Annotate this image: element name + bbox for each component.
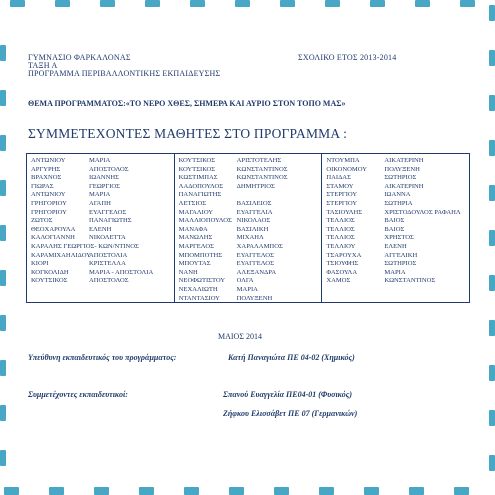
student-row [326, 183, 469, 192]
student-surname: ΖΩΤΟΣ [31, 217, 53, 225]
border-mark [0, 90, 6, 106]
border-mark [489, 50, 495, 66]
student-row [179, 277, 322, 286]
border-mark [489, 320, 495, 336]
student-row [326, 191, 469, 200]
border-mark [10, 0, 25, 7]
students-heading: ΣΥΜΜΕΤΕΧΟΝΤΕΣ ΜΑΘΗΤΕΣ ΣΤΟ ΠΡΟΓΡΑΜΜΑ : [28, 126, 348, 141]
student-row [179, 243, 322, 252]
student-surname: ΧΑΜΟΣ [326, 277, 351, 285]
student-firstname: ΔΗΜΗΤΡΙΟΣ [236, 182, 275, 190]
student-row [326, 252, 469, 261]
border-mark [489, 230, 495, 246]
student-row [179, 200, 322, 209]
border-mark [489, 185, 495, 201]
student-surname: ΚΩΣΤΙΜΠΑΣ [178, 174, 218, 182]
student-surname: ΜΠΟΥΤΑΣ [178, 260, 211, 268]
student-surname: ΣΤΑΜΟΥ [326, 182, 354, 190]
border-mark [319, 487, 334, 495]
document-date: ΜΑΙΟΣ 2014 [218, 332, 262, 341]
student-firstname: ΑΙΚΑΤΕΡΙΝΗ [384, 157, 424, 164]
student-surname: ΝΑΝΗ [178, 268, 198, 276]
student-row [326, 174, 469, 183]
student-surname: ΣΤΕΡΓΙΟΥ [326, 199, 358, 207]
student-row [31, 252, 174, 261]
student-firstname: ΠΑΝΑΓΙΩΤΗΣ [89, 217, 132, 225]
student-surname: ΜΑΛΛΙΟΠΟΥΛΟΣ [178, 217, 232, 225]
student-surname: ΝΤΑΝΤΑΣΙΟΥ [178, 294, 220, 302]
student-surname: ΚΑΡΑΜΙΧΑΗΛΙΔΟΥ [31, 251, 91, 259]
student-firstname: ΜΑΡΙΑ - ΑΠΟΣΤΟΛΙΑ [89, 268, 154, 276]
student-surname: ΓΙΩΡΑΣ [31, 182, 54, 190]
student-firstname: ΜΑΡΙΑ [89, 157, 111, 164]
student-firstname: ΑΓΑΠΗ [89, 199, 111, 207]
student-row [31, 191, 174, 200]
student-firstname: ΠΟΛΥΞΕΝΗ [384, 165, 420, 173]
student-row [326, 234, 469, 243]
student-firstname: ΚΡΙΣΤΕΛΛΑ [89, 260, 126, 268]
student-firstname: ΕΥΑΓΓΕΛΙΑ [236, 208, 273, 216]
student-row [179, 174, 322, 183]
student-surname: ΤΣΑΡΟΥΧΑ [326, 251, 362, 259]
student-row [31, 157, 174, 166]
student-row [31, 183, 174, 192]
student-firstname: ΚΩΝΣΤΑΝΤΙΝΟΣ [236, 165, 288, 173]
student-surname: ΜΠΟΜΠΟΤΗΣ [178, 251, 223, 259]
student-row [326, 200, 469, 209]
border-mark [489, 140, 495, 156]
student-firstname: ΒΑΙΟΣ [384, 225, 405, 233]
student-firstname: ΝΙΚΟΛΕΤΤΑ [89, 234, 126, 242]
student-firstname: ΚΩΝΣΤΑΝΤΙΝΟΣ [384, 277, 436, 285]
border-mark [0, 450, 6, 466]
student-row [179, 157, 322, 166]
border-mark [139, 487, 154, 495]
student-surname: ΠΑΝΑΓΙΩΤΗΣ [178, 191, 222, 199]
student-row [326, 277, 469, 286]
student-firstname: ΕΥΑΓΓΕΛΟΣ [89, 208, 127, 216]
student-firstname: ΚΩΝΣΤΑΝΤΙΝΟΣ [236, 174, 288, 182]
border-mark [489, 365, 495, 381]
teacher-2: Ζήφκου Ελισσάβετ ΠΕ 07 (Γερμανικών) [223, 409, 358, 418]
border-mark [0, 405, 6, 421]
border-mark [454, 487, 469, 495]
student-row [326, 217, 469, 226]
student-surname: ΠΑΙΔΑΣ [326, 174, 351, 182]
student-surname: ΘΕΟΧΑΡΟΥΛΑ [31, 225, 76, 233]
student-firstname: ΟΛΓΑ [236, 277, 254, 285]
student-surname: ΒΡΑΧΝΟΣ [31, 174, 62, 182]
student-firstname: ΧΑΡΑΛΑΜΠΟΣ [236, 242, 283, 250]
student-row [31, 260, 174, 269]
student-row [326, 166, 469, 175]
student-surname: ΚΟΥΤΣΙΚΟΣ [178, 165, 216, 173]
student-row [179, 217, 322, 226]
border-mark [0, 225, 6, 241]
program-name: ΠΡΟΓΡΑΜΜΑ ΠΕΡΙΒΑΛΛΟΝΤΙΚΗΣ ΕΚΠΑΙΔΕΥΣΗΣ [28, 69, 221, 78]
border-mark [4, 487, 19, 495]
student-row [31, 217, 174, 226]
students-table [26, 153, 470, 303]
student-row [179, 234, 322, 243]
student-surname: ΑΝΤΩΝΙΟΥ [31, 191, 66, 199]
border-mark [274, 487, 289, 495]
student-row [326, 243, 469, 252]
border-mark [460, 0, 475, 7]
students-column-1 [27, 154, 175, 302]
border-mark [184, 487, 199, 495]
border-mark [489, 5, 495, 21]
student-firstname: ΜΑΡΙΑ [236, 285, 258, 293]
students-column-3 [322, 154, 469, 302]
student-row [31, 269, 174, 278]
border-mark [94, 487, 109, 495]
student-firstname: ΝΙΚΟΛΑΟΣ [236, 217, 271, 225]
school-year: ΣΧΟΛΙΚΟ ΕΤΟΣ 2013-2014 [298, 53, 397, 62]
border-mark [100, 0, 115, 7]
class-name: ΤΑΞΗ Α [28, 61, 58, 70]
border-mark [229, 487, 244, 495]
program-theme: ΘΕΜΑ ΠΡΟΓΡΑΜΜΑΤΟΣ:«ΤΟ ΝΕΡΟ ΧΘΕΣ, ΣΗΜΕΡΑ ΚΑΙ ΑΥΡΙΟ ΣΤΟΝ ΤΟΠΟ ΜΑΣ» [28, 99, 346, 108]
student-firstname: ΒΑΙΟΣ [384, 217, 405, 225]
student-surname: ΤΕΛΛΙΟΣ [326, 217, 355, 225]
student-firstname: ΜΑΡΙΑ [89, 191, 111, 199]
teachers-label: Συμμετέχοντες εκπαιδευτικοί: [28, 390, 128, 399]
student-firstname: ΑΠΟΣΤΟΛΟΣ [89, 277, 129, 285]
student-surname: ΓΡΗΓΟΡΙΟΥ [31, 199, 67, 207]
student-row [326, 209, 469, 218]
border-mark [415, 0, 430, 7]
student-row [179, 209, 322, 218]
border-mark [364, 487, 379, 495]
border-mark [49, 487, 64, 495]
student-row [179, 260, 322, 269]
student-firstname: ΑΙΚΑΤΕΡΙΝΗ [384, 182, 424, 190]
student-row [179, 269, 322, 278]
border-mark [0, 360, 6, 376]
student-row [179, 286, 322, 295]
border-mark [235, 0, 250, 7]
student-surname: ΓΡΗΓΟΡΙΟΥ [31, 208, 67, 216]
border-mark [0, 315, 6, 331]
student-row [179, 252, 322, 261]
border-mark [489, 275, 495, 291]
student-row [326, 226, 469, 235]
student-surname: ΝΕΟΦΩΤΙΣΤΟΥ [178, 277, 226, 285]
border-mark [280, 0, 295, 7]
responsible-value: Κατή Παναγιώτα ΠΕ 04-02 (Χημικός) [228, 353, 355, 362]
student-firstname: ΕΛΕΝΗ [384, 242, 407, 250]
student-row [179, 191, 322, 200]
student-row [179, 295, 322, 304]
student-firstname: ΕΥΑΓΓΕΛΟΣ [236, 260, 274, 268]
student-row [31, 209, 174, 218]
student-row [179, 166, 322, 175]
student-surname: ΣΤΕΡΓΙΟΥ [326, 191, 358, 199]
students-column-2 [175, 154, 323, 302]
student-surname: ΤΕΛΛΙΟΥ [326, 242, 356, 250]
student-surname: ΜΑΝΩΛΗΣ [178, 234, 213, 242]
student-firstname: ΙΩΑΝΝΗΣ [89, 174, 119, 182]
student-firstname: ΣΩΤΗΡΙΑ [384, 199, 413, 207]
student-surname: ΝΕΧΑΛΙΩΤΗ [178, 285, 218, 293]
responsible-label: Υπεύθυνη εκπαιδευτικός του προγράμματος: [28, 353, 177, 362]
student-surname: ΛΕΤΣΙΟΣ [178, 199, 207, 207]
student-row [31, 174, 174, 183]
student-firstname: ΑΡΙΣΤΟΤΕΛΗΣ [236, 157, 282, 164]
border-mark [0, 270, 6, 286]
student-firstname: ΑΓΓΕΛΙΚΗ [384, 251, 418, 259]
border-mark [489, 95, 495, 111]
student-surname: ΤΕΛΛΙΟΣ [326, 234, 355, 242]
student-surname: ΚΟΥΤΣΙΚΟΣ [178, 157, 216, 164]
border-mark [190, 0, 205, 7]
school-name: ΓΥΜΝΑΣΙΟ ΦΑΡΚΑΛΟΝΑΣ [28, 53, 131, 62]
student-surname: ΑΡΓΥΡΗΣ [31, 165, 61, 173]
student-firstname: ΒΑΣΙΛΙΚΗ [236, 225, 269, 233]
student-firstname: ΑΠΟΣΤΟΛΟΣ [89, 165, 129, 173]
student-row [31, 166, 174, 175]
student-firstname: ΣΩΤΗΡΙΟΣ [384, 260, 417, 268]
student-surname: ΚΟΓΚΟΛΙΔΗ [31, 268, 69, 276]
student-surname: ΚΙΟΡΙ [31, 260, 49, 268]
border-mark [0, 45, 6, 61]
student-surname: ΚΑΛΟΓΙΑΝΝΗ [31, 234, 75, 242]
student-surname: ΟΙΚΟΝΟΜΟΥ [326, 165, 367, 173]
student-firstname: ΙΩΑΝΝΑ [384, 191, 411, 199]
student-surname: ΛΑΔΟΠΟΥΛΟΣ [178, 182, 224, 190]
student-row [31, 243, 174, 252]
student-row [326, 260, 469, 269]
border-mark [489, 455, 495, 471]
border-mark [0, 180, 6, 196]
student-surname: ΤΕΛΛΙΟΣ [326, 225, 355, 233]
student-row [179, 226, 322, 235]
border-mark [145, 0, 160, 7]
student-surname: ΑΝΤΩΝΙΟΥ [31, 157, 66, 164]
student-row [31, 277, 174, 286]
student-row [179, 183, 322, 192]
student-surname: ΚΟΥΤΣΙΚΟΣ [31, 277, 68, 285]
student-surname: ΚΑΡΑΛΗΣ ΓΕΩΡΓΙΟΣ- ΚΩΝ/ΝΤΙΝΟΣ [31, 242, 139, 250]
student-firstname: ΜΙΧΑΗΛ [236, 234, 264, 242]
student-firstname: ΣΩΤΗΡΙΟΣ [384, 174, 417, 182]
student-surname: ΜΑΝΑΦΑ [178, 225, 208, 233]
student-firstname: ΕΥΑΓΓΕΛΟΣ [236, 251, 274, 259]
border-mark [55, 0, 70, 7]
border-mark [0, 135, 6, 151]
student-firstname: ΜΑΡΙΑ [384, 268, 406, 276]
student-row [326, 157, 469, 166]
student-firstname: ΧΡΗΣΤΟΣ [384, 234, 414, 242]
student-row [31, 234, 174, 243]
border-mark [370, 0, 385, 7]
student-row [31, 226, 174, 235]
student-surname: ΝΤΟΥΜΠΑ [326, 157, 360, 164]
border-mark [489, 410, 495, 426]
border-mark [325, 0, 340, 7]
student-surname: ΤΑΣΙΟΥΛΗΣ [326, 208, 363, 216]
student-surname: ΜΑΓΑΛΙΟΥ [178, 208, 214, 216]
student-firstname: ΑΛΕΞΑΝΔΡΑ [236, 268, 277, 276]
student-firstname: ΓΕΩΡΓΙΟΣ [89, 182, 121, 190]
student-row [31, 200, 174, 209]
student-firstname: ΕΛΕΝΗ [89, 225, 112, 233]
student-firstname: ΒΑΣΙΛΕΙΟΣ [236, 199, 272, 207]
student-row [326, 269, 469, 278]
student-surname: ΦΑΣΟΥΛΑ [326, 268, 358, 276]
student-surname: ΤΣΙΟΥΦΗΣ [326, 260, 359, 268]
border-mark [409, 487, 424, 495]
student-surname: ΜΑΡΓΕΛΟΣ [178, 242, 214, 250]
student-firstname: ΠΟΛΥΞΕΝΗ [236, 294, 273, 302]
student-firstname: ΧΡΙΣΤΟΔΟΥΛΟΣ ΡΑΦΑΗΛ [384, 208, 461, 216]
teacher-1: Σπανού Ευαγγελία ΠΕ04-01 (Φυσικός) [223, 390, 352, 399]
student-firstname: ΑΠΟΣΤΟΛΙΑ [89, 251, 128, 259]
